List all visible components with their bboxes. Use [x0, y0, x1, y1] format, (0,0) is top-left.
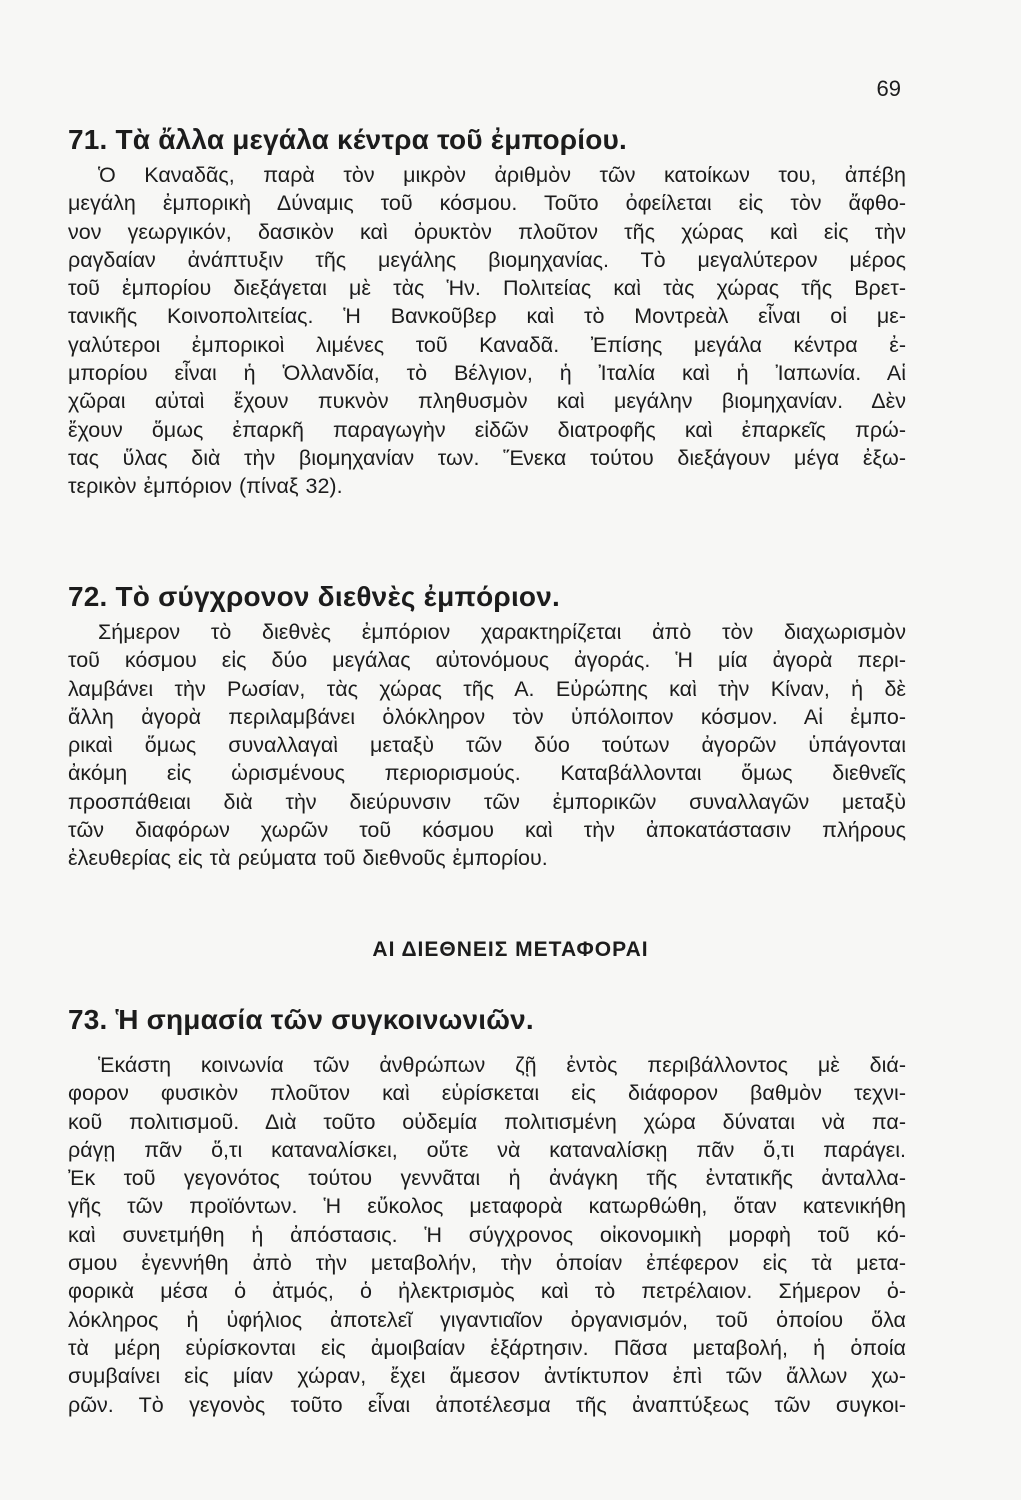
- section-73: [68, 1003, 906, 1419]
- text-line: χῶραι αὐταὶ ἔχουν πυκνὸν πληθυσμὸν καὶ μεγάλην βιομηχανίαν. Δὲν: [68, 389, 906, 414]
- text-line: Ἐκ τοῦ γεγονότος τούτου γεννᾶται ἡ ἀνάγκη τῆς ἐντατικῆς ἀνταλλα-: [68, 1166, 906, 1191]
- text-line: ἀκόμη εἰς ὡρισμένους περιορισμούς. Καταβάλλονται ὅμως διεθνεῖς: [68, 761, 906, 786]
- text-line: τὰ μέρη εὑρίσκονται εἰς ἀμοιβαίαν ἐξάρτησιν. Πᾶσα μεταβολή, ἡ ὁποία: [68, 1335, 906, 1360]
- section-71-heading: 71. Τὰ ἄλλα μεγάλα κέντρα τοῦ ἐμπορίου.: [68, 124, 628, 155]
- text-line: τανικῆς Κοινοπολιτείας. Ἡ Βανκοῦβερ καὶ τὸ Μοντρεὰλ εἶναι οἱ με-: [68, 304, 906, 329]
- text-line: καὶ συνετμήθη ἡ ἀπόστασις. Ἡ σύγχρονος οἰκονομικὴ μορφὴ τοῦ κό-: [68, 1222, 906, 1247]
- page-number: 69: [876, 76, 901, 101]
- text-line: Ὁ Καναδᾶς, παρὰ τὸν μικρὸν ἀριθμὸν τῶν κατοίκων του, ἀπέβη: [98, 163, 906, 187]
- text-line: Σήμερον τὸ διεθνὲς ἐμπόριον χαρακτηρίζεται ἀπὸ τὸν διαχωρισμὸν: [98, 620, 906, 644]
- text-line: τοῦ ἐμπορίου διεξάγεται μὲ τὰς Ἡν. Πολιτείας καὶ τὰς χώρας τῆς Βρετ-: [68, 276, 906, 301]
- text-line: γῆς τῶν προϊόντων. Ἡ εὔκολος μεταφορὰ κατωρθώθη, ὅταν κατενικήθη: [68, 1194, 906, 1219]
- text-line: ραγδαίαν ἀνάπτυξιν τῆς μεγάλης βιομηχανίας. Τὸ μεγαλύτερον μέρος: [68, 247, 906, 272]
- text-line: ρῶν. Τὸ γεγονὸς τοῦτο εἶναι ἀποτέλεσμα τῆς ἀναπτύξεως τῶν συγκοι-: [68, 1392, 906, 1417]
- text-line: συμβαίνει εἰς μίαν χώραν, ἔχει ἄμεσον ἀντίκτυπον ἐπὶ τῶν ἄλλων χω-: [68, 1364, 906, 1389]
- section-72-heading: 72. Τὸ σύγχρονον διεθνὲς ἐμπόριον.: [68, 581, 560, 612]
- text-line: λαμβάνει τὴν Ρωσίαν, τὰς χώρας τῆς Α. Εὐρώπης καὶ τὴν Κίναν, ἡ δὲ: [68, 676, 906, 701]
- section-title: ΑΙ ΔΙΕΘΝΕΙΣ ΜΕΤΑΦΟΡΑΙ: [372, 938, 649, 961]
- text-line: τας ὕλας διὰ τὴν βιομηχανίαν των. Ἕνεκα τούτου διεξάγουν μέγα ἐξω-: [68, 445, 906, 470]
- section-73-heading: 73. Ἡ σημασία τῶν συγκοινωνιῶν.: [68, 1004, 534, 1035]
- text-line: τῶν διαφόρων χωρῶν τοῦ κόσμου καὶ τὴν ἀποκατάστασιν πλήρους: [68, 818, 906, 843]
- section-71: [68, 123, 906, 501]
- text-line: μπορίου εἶναι ἡ Ὁλλανδία, τὸ Βέλγιον, ἡ Ἰταλία καὶ ἡ Ἰαπωνία. Αἱ: [68, 361, 906, 386]
- text-line: ράγῃ πᾶν ὅ,τι καταναλίσκει, οὔτε νὰ καταναλίσκῃ πᾶν ὅ,τι παράγει.: [68, 1137, 906, 1162]
- section-71-paragraph: [68, 161, 906, 501]
- text-line: τερικὸν ἐμπόριον (πίναξ 32).: [68, 474, 343, 499]
- section-72: [68, 580, 906, 873]
- text-line: λόκληρος ἡ ὑφήλιος ἀποτελεῖ γιγαντιαῖον ὀργανισμόν, τοῦ ὁποίου ὅλα: [68, 1307, 906, 1332]
- text-line: ἄλλη ἀγορὰ περιλαμβάνει ὁλόκληρον τὸν ὑπόλοιπον κόσμον. Αἱ ἐμπο-: [68, 704, 906, 729]
- text-line: σμου ἐγεννήθη ἀπὸ τὴν μεταβολήν, τὴν ὁποίαν ἐπέφερον εἰς τὰ μετα-: [68, 1251, 906, 1276]
- text-line: ρικαὶ ὅμως συναλλαγαὶ μεταξὺ τῶν δύο τούτων ἀγορῶν ὑπάγονται: [68, 733, 906, 758]
- text-line: ἔχουν ὅμως ἐπαρκῆ παραγωγὴν εἰδῶν διατροφῆς καὶ ἐπαρκεῖς πρώ-: [68, 417, 906, 442]
- text-line: ἐλευθερίας εἰς τὰ ρεύματα τοῦ διεθνοῦς ἐμπορίου.: [68, 846, 548, 871]
- section-72-paragraph: [68, 618, 906, 873]
- text-line: γαλύτεροι ἐμπορικοὶ λιμένες τοῦ Καναδᾶ. Ἐπίσης μεγάλα κέντρα ἐ-: [68, 332, 906, 357]
- text-line: φορον φυσικὸν πλοῦτον καὶ εὑρίσκεται εἰς διάφορον βαθμὸν τεχνι-: [68, 1081, 906, 1106]
- text-line: κοῦ πολιτισμοῦ. Διὰ τοῦτο οὐδεμία πολιτισμένη χώρα δύναται νὰ πα-: [68, 1109, 906, 1134]
- text-line: νον γεωργικόν, δασικὸν καὶ ὀρυκτὸν πλοῦτον τῆς χώρας καὶ εἰς τὴν: [68, 219, 906, 244]
- text-line: φορικὰ μέσα ὁ ἀτμός, ὁ ἠλεκτρισμὸς καὶ τὸ πετρέλαιον. Σήμερον ὁ-: [68, 1279, 906, 1304]
- text-line: Ἑκάστη κοινωνία τῶν ἀνθρώπων ζῇ ἐντὸς περιβάλλοντος μὲ διά-: [98, 1053, 906, 1077]
- text-line: τοῦ κόσμου εἰς δύο μεγάλας αὐτονόμους ἀγοράς. Ἡ μία ἀγορὰ περι-: [68, 648, 906, 673]
- section-73-paragraph: [68, 1051, 906, 1419]
- text-line: μεγάλη ἐμπορικὴ Δύναμις τοῦ κόσμου. Τοῦτο ὀφείλεται εἰς τὸν ἄφθο-: [68, 191, 906, 216]
- text-line: προσπάθειαι διὰ τὴν διεύρυνσιν τῶν ἐμπορικῶν συναλλαγῶν μεταξὺ: [68, 789, 906, 814]
